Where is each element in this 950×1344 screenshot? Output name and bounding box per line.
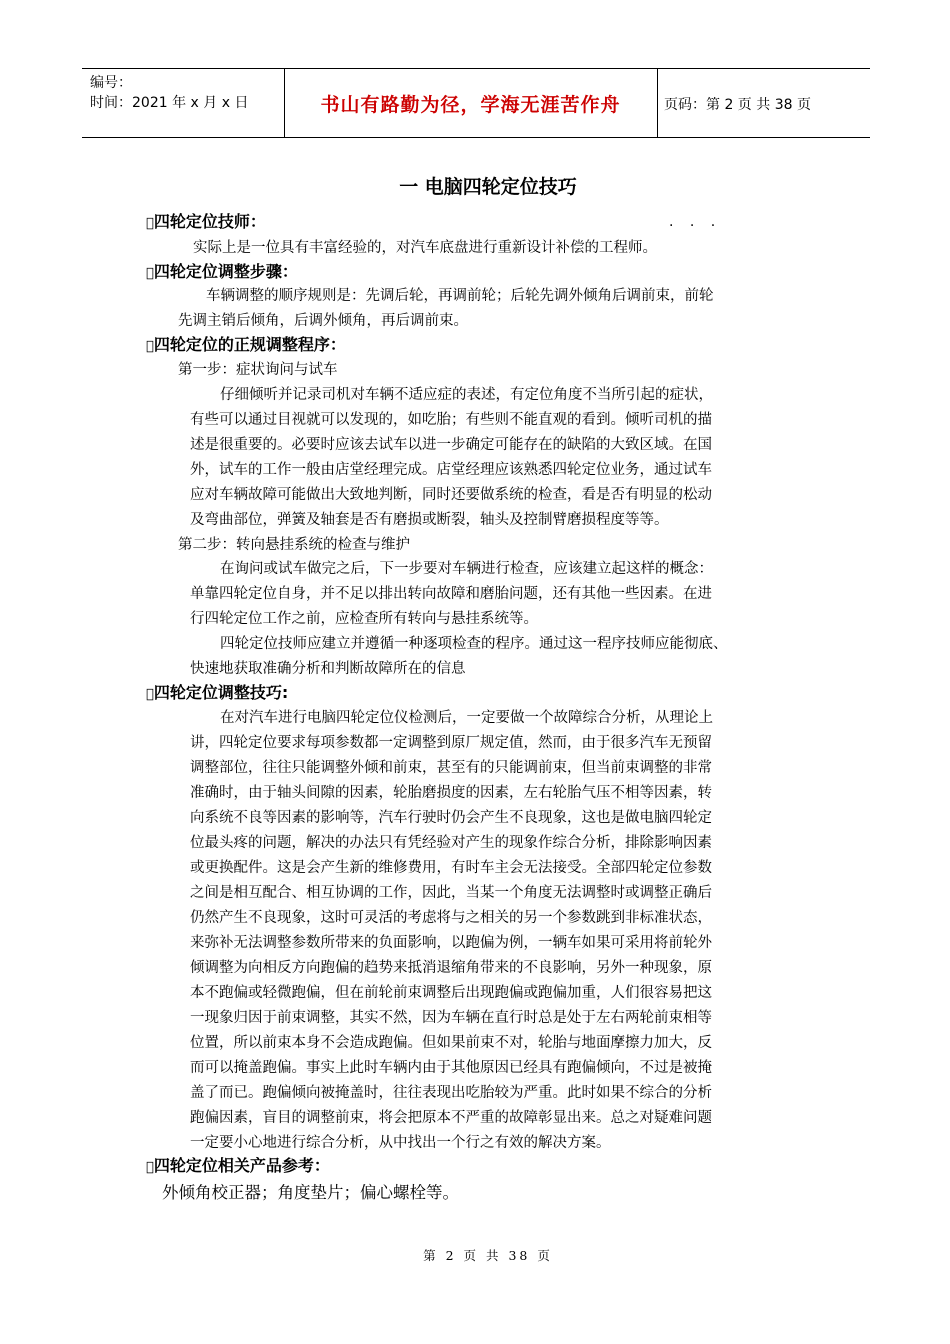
heading-text: 四轮定位相关产品参考：	[146, 1156, 323, 1175]
paragraph-line: 讲，四轮定位要求每项参数都一定调整到原厂规定值，然而，由于很多汽车无预留	[190, 735, 712, 751]
paragraph-line: 来弥补无法调整参数所带来的负面影响，以跑偏为例，一辆车如果可采用将前轮外	[190, 935, 712, 951]
document-number: 编号：	[90, 75, 132, 91]
header-left	[90, 73, 248, 113]
paragraph-line: 而可以掩盖跑偏。事实上此时车辆内由于其他原因已经具有跑偏倾向，不过是被掩	[190, 1060, 712, 1076]
paragraph-line: 仔细倾听并记录司机对车辆不适应症的表述，有定位角度不当所引起的症状，	[220, 387, 713, 403]
paragraph-line: 仍然产生不良现象，这时可灵活的考虑将与之相关的另一个参数跳到非标准状态，	[190, 910, 712, 926]
paragraph-line: 跑偏因素，盲目的调整前束，将会把原本不严重的故障彰显出来。总之对疑难问题	[190, 1110, 712, 1126]
header-page-info: 页码：第 2 页 共 38 页	[664, 97, 811, 113]
section-heading-technician	[146, 211, 266, 235]
step-title: 第二步：转向悬挂系统的检查与维护	[178, 537, 410, 553]
paragraph-line: 在询问或试车做完之后，下一步要对车辆进行检查，应该建立起这样的概念：	[220, 561, 713, 577]
paragraph-line: 准确时，由于轴头间隙的因素，轮胎磨损度的因素，左右轮胎气压不相等因素，转	[190, 785, 712, 801]
emphasis-dots: · · ·	[669, 218, 722, 234]
paragraph-line: 及弯曲部位，弹簧及轴套是否有磨损或断裂，轴头及控制臂磨损程度等等。	[190, 512, 669, 528]
paragraph-line: 四轮定位技师应建立并遵循一种逐项检查的程序。通过这一程序技师应能彻底、	[220, 636, 728, 652]
paragraph-line: 本不跑偏或轻微跑偏，但在前轮前束调整后出现跑偏或跑偏加重，人们很容易把这	[190, 985, 712, 1001]
step-title: 第一步：症状询问与试车	[178, 362, 338, 378]
paragraph-line: 实际上是一位具有丰富经验的，对汽车底盘进行重新设计补偿的工程师。	[193, 240, 657, 256]
bullet-icon	[146, 1160, 154, 1175]
section-heading-steps	[146, 261, 298, 285]
paragraph-line: 位置，所以前束本身不会造成跑偏。但如果前束不对，轮胎与地面摩擦力加大，反	[190, 1035, 712, 1051]
paragraph-line: 车辆调整的顺序规则是：先调后轮，再调前轮；后轮先调外倾角后调前束，前轮	[206, 288, 714, 304]
paragraph-line: 快速地获取准确分析和判断故障所在的信息	[190, 661, 466, 677]
page-header	[82, 68, 870, 138]
paragraph-line: 倾调整为向相反方向跑偏的趋势来抵消退缩角带来的不良影响，另外一种现象，原	[190, 960, 712, 976]
heading-text: 四轮定位调整技巧:	[146, 683, 281, 702]
paragraph-line: 行四轮定位工作之前，应检查所有转向与悬挂系统等。	[190, 611, 538, 627]
header-motto: 书山有路勤为径，学海无涯苦作舟	[320, 93, 621, 116]
bullet-icon	[146, 687, 154, 702]
bullet-icon	[146, 266, 154, 281]
paragraph-line: 位最头疼的问题，解决的办法只有凭经验对产生的现象作综合分析，排除影响因素	[190, 835, 712, 851]
header-divider-right	[657, 69, 658, 137]
paragraph-line: 向系统不良等因素的影响等，汽车行驶时仍会产生不良现象，这也是做电脑四轮定	[190, 810, 712, 826]
bullet-icon	[146, 216, 154, 231]
paragraph-line: 先调主销后倾角，后调外倾角，再后调前束。	[178, 313, 468, 329]
paragraph-line: 盖了而已。跑偏倾向被掩盖时，往往表现出吃胎较为严重。此时如果不综合的分析	[190, 1085, 712, 1101]
paragraph-line: 单靠四轮定位自身，并不足以排出转向故障和磨胎问题，还有其他一些因素。在进	[190, 586, 712, 602]
paragraph-line: 外倾角校正器；角度垫片；偏心螺栓等。	[162, 1183, 459, 1202]
section-heading-products	[146, 1155, 330, 1179]
paragraph-line: 之间是相互配合、相互协调的工作，因此，当某一个角度无法调整时或调整正确后	[190, 885, 712, 901]
paragraph-line: 有些可以通过目视就可以发现的，如吃胎；有些则不能直观的看到。倾听司机的描	[190, 412, 712, 428]
heading-text: 四轮定位调整步骤：	[146, 262, 291, 281]
paragraph-line: 或更换配件。这是会产生新的维修费用，有时车主会无法接受。全部四轮定位参数	[190, 860, 712, 876]
document-date: 时间：2021 年 x 月 x 日	[90, 95, 249, 111]
document-title: 一 电脑四轮定位技巧	[399, 176, 577, 198]
paragraph-line: 一定要小心地进行综合分析，从中找出一个行之有效的解决方案。	[190, 1135, 611, 1151]
heading-text: 四轮定位技师：	[146, 212, 259, 231]
bullet-icon	[146, 339, 154, 354]
heading-text: 四轮定位的正规调整程序：	[146, 335, 339, 354]
paragraph-line: 外，试车的工作一般由店堂经理完成。店堂经理应该熟悉四轮定位业务，通过试车	[190, 462, 712, 478]
section-heading-procedure	[146, 334, 346, 358]
paragraph-line: 应对车辆故障可能做出大致地判断，同时还要做系统的检查，看是否有明显的松动	[190, 487, 712, 503]
paragraph-line: 述是很重要的。必要时应该去试车以进一步确定可能存在的缺陷的大致区域。在国	[190, 437, 712, 453]
page-footer: 第 2 页 共 38 页	[423, 1248, 553, 1263]
section-heading-techniques	[146, 682, 288, 706]
paragraph-line: 在对汽车进行电脑四轮定位仪检测后，一定要做一个故障综合分析，从理论上	[220, 710, 713, 726]
paragraph-line: 一现象归因于前束调整，其实不然，因为车辆在直行时总是处于左右两轮前束相等	[190, 1010, 712, 1026]
paragraph-line: 调整部位，往往只能调整外倾和前束，甚至有的只能调前束，但当前束调整的非常	[190, 760, 712, 776]
